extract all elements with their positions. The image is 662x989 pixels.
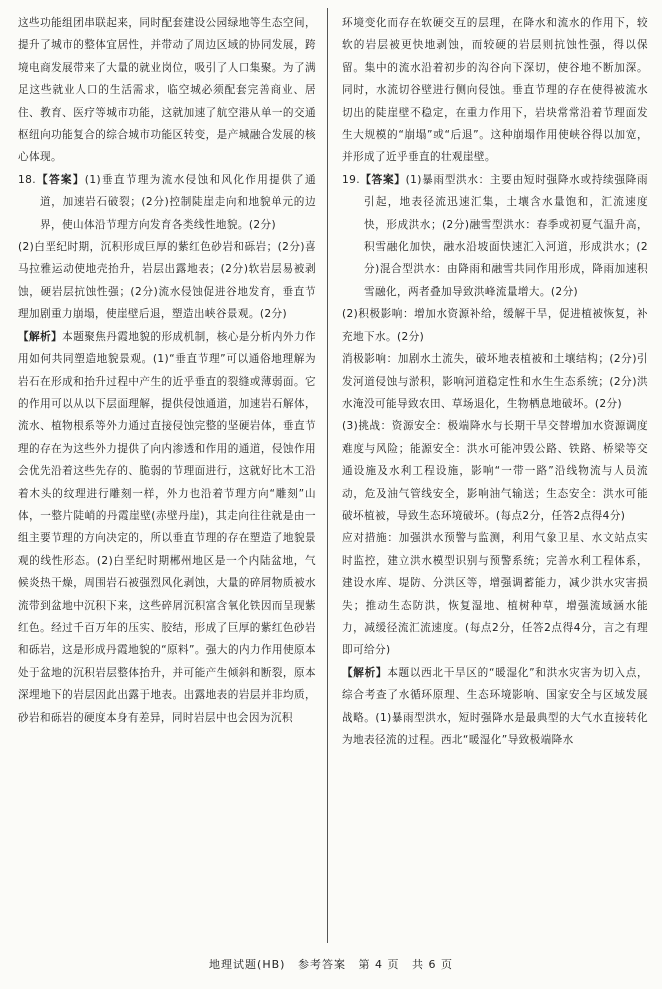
answer-tag: 【答案】: [360, 173, 406, 186]
right-column: [342, 12, 648, 751]
question-18-answer-part2: (2)白垩纪时期，沉积形成巨厚的紫红色砂岩和砾岩；(2分)喜马拉雅运动使地壳抬升，岩层出露地表；(2分)软岩层易被剥蚀，硬岩层抗蚀性强；(2分)流水侵蚀促进谷地发育，垂直节理加剧重力崩塌，使崖壁后退，塑造出峡谷景观。(2分): [18, 241, 316, 321]
question-19-answer-part5: 应对措施：加强洪水预警与监测，利用气象卫星、水文站点实时监控，建立洪水模型识别与预警系统；完善水利工程体系，建设水库、堤防、分洪区等，增强调蓄能力，减少洪水灾害损失；推动生态防洪，恢复湿地、植树种草，增强流域涵水能力，减缓径流汇流速度。(每点2分，任答2点得4分，言之有理即可给分): [342, 532, 648, 657]
question-19-answer-part2: (2)积极影响：增加水资源补给，缓解干旱，促进植被恢复，补充地下水。(2分): [342, 308, 648, 343]
analysis-tag: 【解析】: [18, 330, 63, 343]
question-18-answer-part1: [18, 169, 316, 236]
question-19-answer-part3: 消极影响：加剧水土流失，破坏地表植被和土壤结构；(2分)引发河道侵蚀与淤积，影响河道稳定性和水生生态系统；(2分)洪水淹没可能导致农田、草场退化，生物栖息地破坏。(2分): [342, 353, 648, 410]
page-footer: [0, 956, 662, 972]
footer-page-number: 第 4 页: [358, 958, 400, 971]
question-18-analysis: [18, 326, 316, 729]
question-number: 18.: [18, 173, 37, 186]
analysis-text: 本题以西北干旱区的“暖湿化”和洪水灾害为切入点，综合考查了水循环原理、生态环境影响、国家安全与区域发展战略。(1)暴雨型洪水，短时强降水是最典型的大气水直接转化为地表径流的过程。西北“暖湿化”导致极端降水: [342, 666, 648, 746]
footer-subject: 地理试题(HB): [209, 958, 286, 971]
answer-text: (1)垂直节理为流水侵蚀和风化作用提供了通道，加速岩石破裂；(2分)控制陡崖走向和地貌单元的边界，使山体沿节理方向发育各类线性地貌。(2分): [40, 173, 316, 231]
continued-paragraph: 这些功能组团串联起来，同时配套建设公园绿地等生态空间，提升了城市的整体宜居性，并带动了周边区域的协同发展，跨境电商发展带来了大量的就业岗位，吸引了人口集聚。为了满足这些就业人口的生活需求，临空城必须配套完善商业、居住、教育、医疗等城市功能，这就加速了航空港从单一的交通枢纽向功能复合的综合城市功能区转变，是产城融合发展的核心体现。: [18, 17, 316, 164]
analysis-text: 本题聚焦丹霞地貌的形成机制，核心是分析内外力作用如何共同塑造地貌景观。(1)“垂直节理”可以通俗地理解为岩石在形成和抬升过程中产生的近乎垂直的裂缝或薄弱面。它的作用可以从以下层面理解，提供侵蚀通道，加速岩石解体，流水、植物根系等外力通过直接侵蚀完整的坚硬岩体，垂直节理的存在为这些外力提供了向内渗透和作用的通道，侵蚀作用会优先沿着这些先存的、脆弱的节理面进行，这就好比木工沿着木头的纹理进行雕刻一样，外力也沿着节理方向“雕刻”山体，一整片陡峭的丹霞崖壁(赤壁丹崖)，其走向往往就是由一组主要节理的方向决定的，所以垂直节理的存在塑造了地貌景观的线性形态。(2)白垩纪时期郴州地区是一个内陆盆地，气候炎热干燥，周围岩石被强烈风化剥蚀，大量的碎屑物质被水流带到盆地中沉积下来，这些碎屑沉积富含氧化铁因而呈现紫红色。经过千百万年的压实、胶结，形成了巨厚的紫红色砂岩和砾岩，这是形成丹霞地貌的“原料”。强大的内力作用使原本处于盆地的沉积岩层整体抬升，并可能产生倾斜和断裂，原本深埋地下的岩层因此出露于地表。出露地表的岩层并非均质，砂岩和砾岩的硬度本身有差异，同时岩层中也会因为沉积: [18, 330, 316, 724]
question-number: 19.: [342, 173, 361, 186]
left-column: [18, 12, 316, 729]
question-19-answer-part4: (3)挑战：资源安全：极端降水与长期干旱交替增加水资源调度难度与风险；能源安全：洪水可能冲毁公路、铁路、桥梁等交通设施及水利工程设施，影响“一带一路”沿线物流与人员流动，危及油气管线安全，影响油气输送；生态安全：洪水可能破坏植被，导致生态环境破坏。(每点2分，任答2点得4分): [342, 420, 648, 522]
footer-total-pages: 共 6 页: [411, 958, 453, 971]
footer-reference: 参考答案: [297, 958, 346, 971]
answer-text: (1)暴雨型洪水：主要由短时强降水或持续强降雨引起，地表径流迅速汇集，土壤含水量饱和，汇流速度快，形成洪水；(2分)融雪型洪水：春季或初夏气温升高，积雪融化加快，融水沿坡面快速汇入河道，形成洪水；(2分)混合型洪水：由降雨和融雪共同作用形成，降雨加速积雪融化，两者叠加导致洪峰流量增大。(2分): [364, 173, 648, 298]
question-19-answer-part1: [342, 169, 648, 303]
answer-tag: 【答案】: [36, 173, 85, 186]
question-19-analysis: [342, 662, 648, 752]
column-divider: [327, 8, 328, 943]
analysis-tag: 【解析】: [342, 666, 388, 679]
continued-paragraph: 环境变化而存在软硬交互的层理，在降水和流水的作用下，较软的岩层被更快地剥蚀，而较硬的岩层则抗蚀性强，得以保留。集中的流水沿着初步的沟谷向下深切，使谷地不断加深。同时，水流切谷壁进行侧向侵蚀。垂直节理的存在使得被流水切出的陡崖壁不稳定，在重力作用下，岩块常常沿着节理面发生大规模的“崩塌”或“后退”。这种崩塌作用使峡谷得以加宽，并形成了近乎垂直的壮观崖壁。: [342, 17, 648, 164]
